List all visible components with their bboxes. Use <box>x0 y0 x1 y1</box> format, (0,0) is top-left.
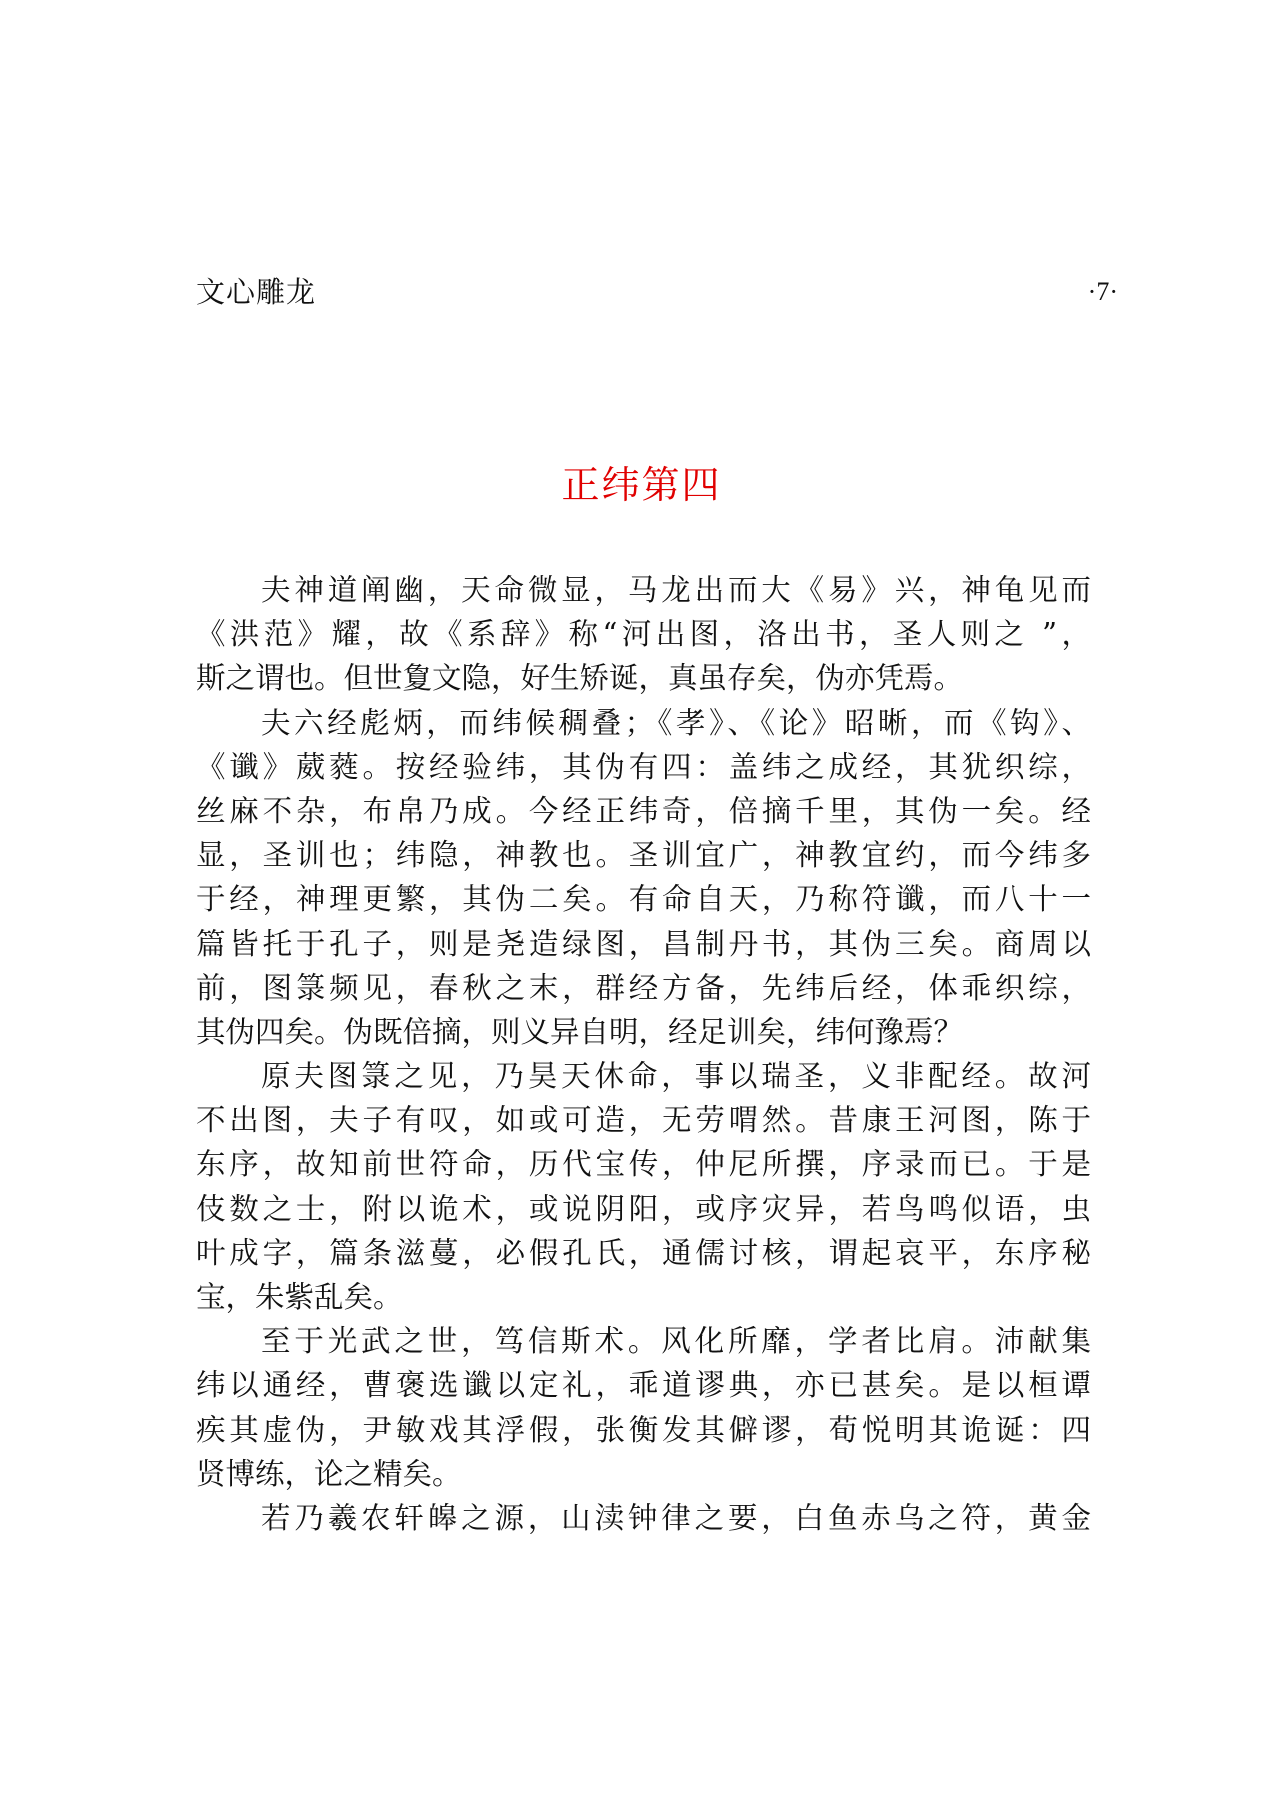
text-line: 宝，朱紫乱矣。 <box>196 1280 403 1314</box>
text-line: 斯之谓也。但世夐文隐，好生矫诞，真虽存矣，伪亦凭焉。 <box>196 661 964 696</box>
text-line: 东序，故知前世符命，历代宝传，仲尼所撰，序录而已。于是 <box>196 1147 1091 1182</box>
text-line: 若乃羲农轩皞之源，山渎钟律之要，白鱼赤乌之符，黄金 <box>261 1500 1091 1535</box>
running-header <box>196 272 1118 312</box>
text-line: 贤博练，论之精矣。 <box>196 1456 462 1491</box>
page-number: ·7· <box>1087 277 1118 306</box>
text-line: 于经，神理更繁，其伪二矣。有命自天，乃称符谶，而八十一 <box>196 882 1091 917</box>
text-line: 疾其虚伪，尹敏戏其浮假，张衡发其僻谬，荀悦明其诡诞：四 <box>196 1412 1091 1447</box>
text-line: 伎数之士，附以诡术，或说阴阳，或序灾异，若鸟鸣似语，虫 <box>196 1191 1091 1226</box>
book-title: 文心雕龙 <box>196 275 317 309</box>
text-line: 夫神道阐幽，天命微显，马龙出而大《易》兴，神龟见而 <box>261 573 1091 607</box>
text-line: 《洪范》耀，故《系辞》称“河出图，洛出书，圣人则之 ”， <box>196 617 1091 652</box>
text-line: 不出图，夫子有叹，如或可造，无劳喟然。昔康王河图，陈于 <box>196 1103 1091 1138</box>
text-line: 前，图箓频见，春秋之末，群经方备，先纬后经，体乖织综， <box>196 970 1091 1005</box>
chapter-title: 正纬第四 <box>561 463 722 507</box>
text-line: 篇皆托于孔子，则是尧造绿图，昌制丹书，其伪三矣。商周以 <box>196 926 1091 961</box>
body-text <box>196 568 1091 1540</box>
text-line: 夫六经彪炳，而纬候稠叠；《孝》、《论》昭晰，而《钩》、 <box>261 705 1091 740</box>
text-line: 纬以通经，曹褒选谶以定礼，乖道谬典，亦已甚矣。是以桓谭 <box>196 1368 1091 1403</box>
text-line: 显，圣训也；纬隐，神教也。圣训宜广，神教宜约，而今纬多 <box>196 838 1091 873</box>
text-line: 原夫图箓之见，乃昊天休命，事以瑞圣，义非配经。故河 <box>261 1059 1091 1094</box>
text-line: 丝麻不杂，布帛乃成。今经正纬奇，倍摘千里，其伪一矣。经 <box>196 793 1091 828</box>
text-line: 至于光武之世，笃信斯术。风化所靡，学者比肩。沛献集 <box>261 1324 1091 1359</box>
text-line: 《谶》葳蕤。按经验纬，其伪有四：盖纬之成经，其犹织综， <box>196 749 1091 784</box>
text-line: 叶成字，篇条滋蔓，必假孔氏，通儒讨核，谓起哀平，东序秘 <box>196 1235 1091 1270</box>
text-line: 其伪四矣。伪既倍摘，则义异自明，经足训矣，纬何豫焉？ <box>196 1014 964 1049</box>
